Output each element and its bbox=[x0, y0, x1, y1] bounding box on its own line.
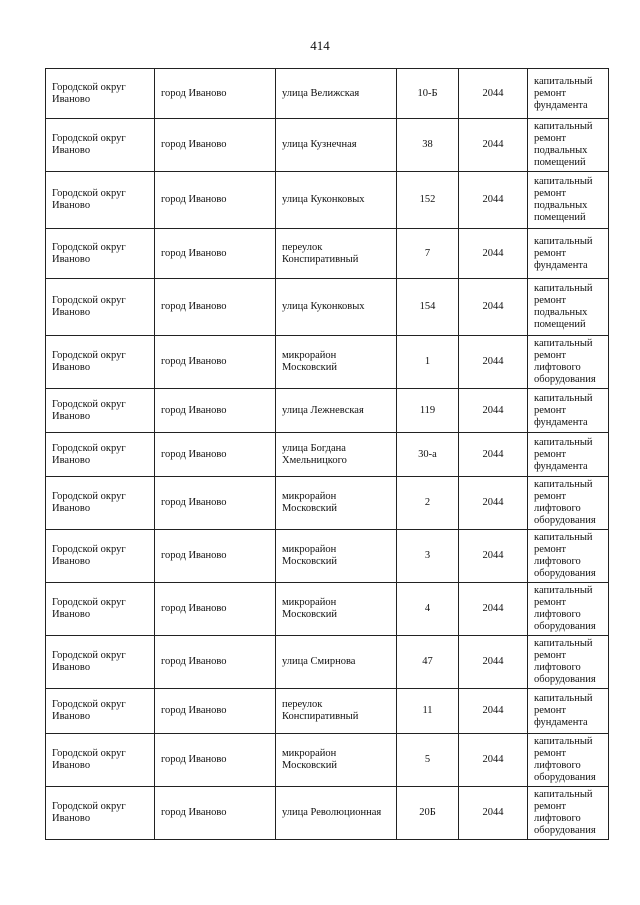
work-type-cell: капитальный ремонт лифтового оборудования bbox=[528, 734, 609, 787]
street-cell: улица Смирнова bbox=[276, 636, 397, 689]
district-cell: Городской округ Иваново bbox=[46, 530, 155, 583]
street-cell: улица Богдана Хмельницкого bbox=[276, 433, 397, 477]
house-number-cell: 152 bbox=[397, 172, 459, 229]
district-cell: Городской округ Иваново bbox=[46, 734, 155, 787]
work-type-cell: капитальный ремонт лифтового оборудования bbox=[528, 787, 609, 840]
table-row bbox=[46, 336, 609, 389]
street-cell: переулок Конспиративный bbox=[276, 689, 397, 734]
house-number-cell: 30-а bbox=[397, 433, 459, 477]
street-cell: улица Революционная bbox=[276, 787, 397, 840]
table-row bbox=[46, 636, 609, 689]
city-cell: город Иваново bbox=[155, 433, 276, 477]
year-cell: 2044 bbox=[459, 172, 528, 229]
district-cell: Городской округ Иваново bbox=[46, 279, 155, 336]
table-body bbox=[46, 69, 609, 840]
year-cell: 2044 bbox=[459, 229, 528, 279]
table-row bbox=[46, 689, 609, 734]
house-number-cell: 3 bbox=[397, 530, 459, 583]
work-type-cell: капитальный ремонт подвальных помещений bbox=[528, 172, 609, 229]
work-type-cell: капитальный ремонт фундамента bbox=[528, 69, 609, 119]
year-cell: 2044 bbox=[459, 636, 528, 689]
house-number-cell: 7 bbox=[397, 229, 459, 279]
year-cell: 2044 bbox=[459, 477, 528, 530]
city-cell: город Иваново bbox=[155, 734, 276, 787]
work-type-cell: капитальный ремонт лифтового оборудования bbox=[528, 477, 609, 530]
table-row bbox=[46, 433, 609, 477]
year-cell: 2044 bbox=[459, 689, 528, 734]
city-cell: город Иваново bbox=[155, 229, 276, 279]
district-cell: Городской округ Иваново bbox=[46, 229, 155, 279]
street-cell: микрорайон Московский bbox=[276, 477, 397, 530]
table-row bbox=[46, 119, 609, 172]
street-cell: переулок Конспиративный bbox=[276, 229, 397, 279]
year-cell: 2044 bbox=[459, 119, 528, 172]
city-cell: город Иваново bbox=[155, 69, 276, 119]
house-number-cell: 154 bbox=[397, 279, 459, 336]
table-row bbox=[46, 530, 609, 583]
table-row bbox=[46, 229, 609, 279]
district-cell: Городской округ Иваново bbox=[46, 477, 155, 530]
house-number-cell: 119 bbox=[397, 389, 459, 433]
city-cell: город Иваново bbox=[155, 583, 276, 636]
year-cell: 2044 bbox=[459, 69, 528, 119]
street-cell: улица Лежневская bbox=[276, 389, 397, 433]
city-cell: город Иваново bbox=[155, 636, 276, 689]
city-cell: город Иваново bbox=[155, 787, 276, 840]
repair-schedule-table bbox=[45, 68, 609, 840]
work-type-cell: капитальный ремонт лифтового оборудования bbox=[528, 530, 609, 583]
district-cell: Городской округ Иваново bbox=[46, 69, 155, 119]
city-cell: город Иваново bbox=[155, 689, 276, 734]
city-cell: город Иваново bbox=[155, 119, 276, 172]
work-type-cell: капитальный ремонт фундамента bbox=[528, 433, 609, 477]
street-cell: улица Велижская bbox=[276, 69, 397, 119]
table-row bbox=[46, 583, 609, 636]
city-cell: город Иваново bbox=[155, 336, 276, 389]
house-number-cell: 11 bbox=[397, 689, 459, 734]
work-type-cell: капитальный ремонт подвальных помещений bbox=[528, 119, 609, 172]
district-cell: Городской округ Иваново bbox=[46, 787, 155, 840]
year-cell: 2044 bbox=[459, 583, 528, 636]
house-number-cell: 47 bbox=[397, 636, 459, 689]
district-cell: Городской округ Иваново bbox=[46, 433, 155, 477]
year-cell: 2044 bbox=[459, 530, 528, 583]
street-cell: микрорайон Московский bbox=[276, 336, 397, 389]
table-row bbox=[46, 279, 609, 336]
house-number-cell: 5 bbox=[397, 734, 459, 787]
work-type-cell: капитальный ремонт фундамента bbox=[528, 689, 609, 734]
year-cell: 2044 bbox=[459, 389, 528, 433]
house-number-cell: 20Б bbox=[397, 787, 459, 840]
district-cell: Городской округ Иваново bbox=[46, 336, 155, 389]
year-cell: 2044 bbox=[459, 787, 528, 840]
house-number-cell: 2 bbox=[397, 477, 459, 530]
table-row bbox=[46, 389, 609, 433]
street-cell: микрорайон Московский bbox=[276, 530, 397, 583]
table-row bbox=[46, 172, 609, 229]
table-row bbox=[46, 787, 609, 840]
street-cell: улица Кузнечная bbox=[276, 119, 397, 172]
work-type-cell: капитальный ремонт фундамента bbox=[528, 229, 609, 279]
district-cell: Городской округ Иваново bbox=[46, 636, 155, 689]
district-cell: Городской округ Иваново bbox=[46, 119, 155, 172]
district-cell: Городской округ Иваново bbox=[46, 389, 155, 433]
street-cell: улица Куконковых bbox=[276, 172, 397, 229]
city-cell: город Иваново bbox=[155, 530, 276, 583]
street-cell: улица Куконковых bbox=[276, 279, 397, 336]
work-type-cell: капитальный ремонт фундамента bbox=[528, 389, 609, 433]
work-type-cell: капитальный ремонт лифтового оборудования bbox=[528, 583, 609, 636]
street-cell: микрорайон Московский bbox=[276, 734, 397, 787]
table-row bbox=[46, 477, 609, 530]
city-cell: город Иваново bbox=[155, 172, 276, 229]
district-cell: Городской округ Иваново bbox=[46, 689, 155, 734]
house-number-cell: 38 bbox=[397, 119, 459, 172]
work-type-cell: капитальный ремонт лифтового оборудования bbox=[528, 636, 609, 689]
work-type-cell: капитальный ремонт лифтового оборудования bbox=[528, 336, 609, 389]
house-number-cell: 10-Б bbox=[397, 69, 459, 119]
table-row bbox=[46, 734, 609, 787]
city-cell: город Иваново bbox=[155, 279, 276, 336]
year-cell: 2044 bbox=[459, 433, 528, 477]
district-cell: Городской округ Иваново bbox=[46, 583, 155, 636]
page-number: 414 bbox=[310, 38, 330, 53]
house-number-cell: 1 bbox=[397, 336, 459, 389]
house-number-cell: 4 bbox=[397, 583, 459, 636]
street-cell: микрорайон Московский bbox=[276, 583, 397, 636]
work-type-cell: капитальный ремонт подвальных помещений bbox=[528, 279, 609, 336]
year-cell: 2044 bbox=[459, 279, 528, 336]
year-cell: 2044 bbox=[459, 336, 528, 389]
year-cell: 2044 bbox=[459, 734, 528, 787]
district-cell: Городской округ Иваново bbox=[46, 172, 155, 229]
table-row bbox=[46, 69, 609, 119]
city-cell: город Иваново bbox=[155, 389, 276, 433]
city-cell: город Иваново bbox=[155, 477, 276, 530]
